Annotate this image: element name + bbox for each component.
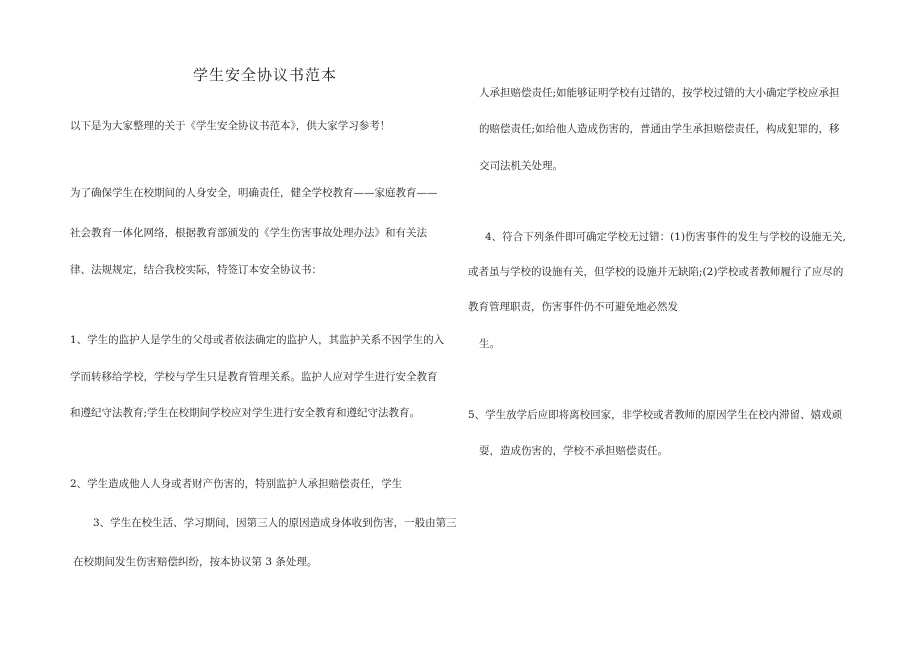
clause-2-line-1: 2、学生造成他人人身或者财产伤害的，特别监护人承担赔偿责任，学生: [70, 478, 403, 490]
clause-3-line-1: 3、学生在校生活、学习期间，因第三人的原因造成身体收到伤害，一般由第三: [93, 517, 457, 529]
preamble-line-2: 社会教育一体化网络，根据教育部颁发的《学生伤害事故处理办法》和有关法: [70, 227, 427, 239]
continued-line-3: 交司法机关处理。: [479, 160, 563, 172]
clause-4-line-2: 或者虽与学校的设施有关，但学校的设施并无缺陷;(2)学校或者教师履行了应尽的: [468, 266, 844, 278]
clause-1-line-2: 学而转移给学校，学校与学生只是教育管理关系。监护人应对学生进行安全教育: [70, 371, 438, 383]
continued-line-2: 的赔偿责任;如给他人造成伤害的，普通由学生承担赔偿责任，构成犯罪的，移: [479, 123, 840, 135]
continued-line-1: 人承担赔偿责任;如能够证明学校有过错的，按学校过错的大小确定学校应承担: [479, 87, 840, 99]
preamble-line-1: 为了确保学生在校期间的人身安全，明确责任，健全学校教育——家庭教育——: [70, 187, 438, 199]
preamble-line-3: 律、法规规定，结合我校实际，特签订本安全协议书：: [70, 264, 322, 276]
clause-4-line-1: 4、符合下列条件即可确定学校无过错：(1)伤害事件的发生与学校的设施无关,: [485, 231, 846, 243]
clause-4-line-3: 教育管理职责，伤害事件仍不可避免地必然发: [468, 301, 678, 313]
clause-5-line-1: 5、学生放学后应即将离校回家，非学校或者教师的原因学生在校内滞留、嬉戏顽: [468, 409, 843, 421]
clause-3-line-2: 在校期间发生伤害赔偿纠纷，按本协议第 3 条处理。: [73, 556, 318, 568]
document-title: 学生安全协议书范本: [193, 66, 338, 84]
clause-1-line-1: 1、学生的监护人是学生的父母或者依法确定的监护人，其监护关系不因学生的入: [70, 334, 445, 346]
clause-1-line-3: 和遵纪守法教育;学生在校期间学校应对学生进行安全教育和遵纪守法教育。: [70, 407, 421, 419]
clause-5-line-2: 耍，造成伤害的，学校不承担赔偿责任。: [479, 445, 668, 457]
clause-4-line-4: 生。: [479, 338, 500, 350]
intro-line: 以下是为大家整理的关于《学生安全协议书范本》，供大家学习参考！: [70, 120, 391, 132]
